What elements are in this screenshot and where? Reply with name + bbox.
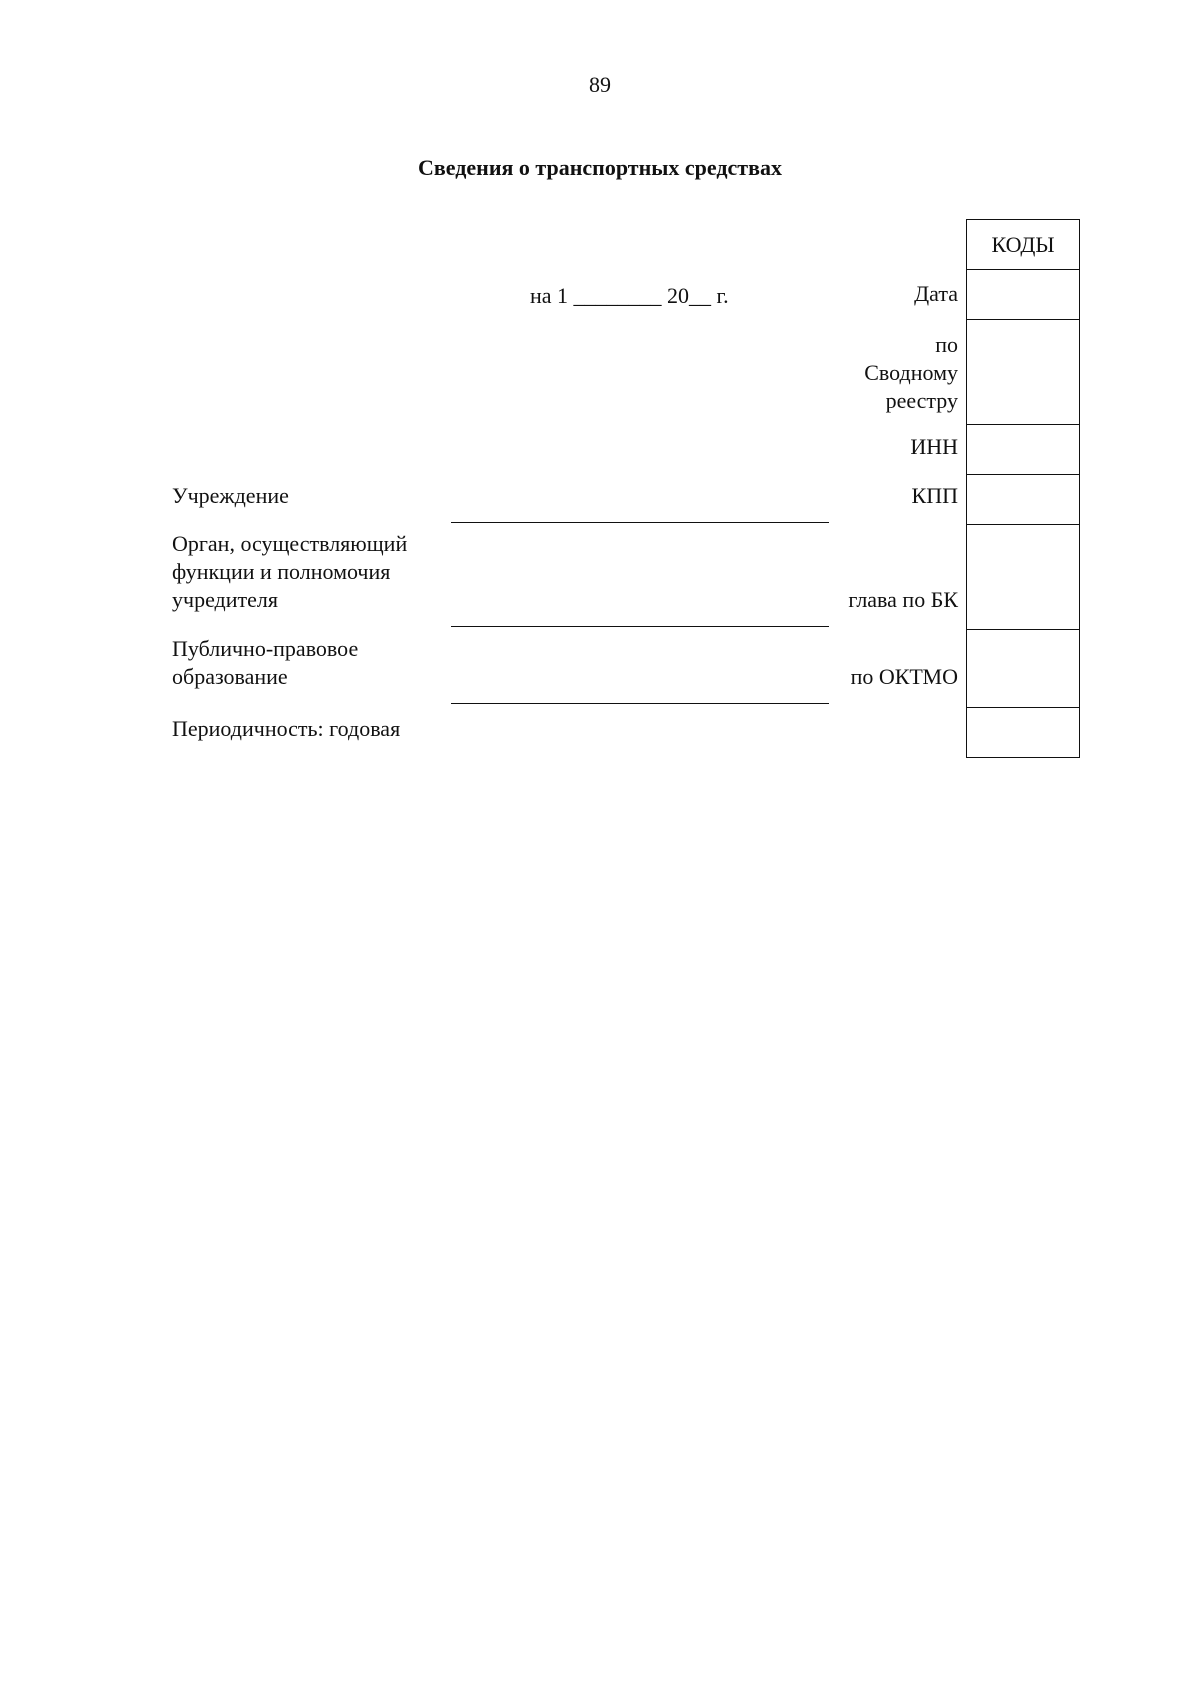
codes-header: КОДЫ [967, 220, 1080, 270]
field-label-institution: Учреждение [172, 483, 289, 508]
field-label-founder-line3: учредителя [172, 587, 278, 612]
code-label-glava: глава по БК [848, 587, 958, 612]
code-label-kpp: КПП [911, 483, 958, 508]
field-label-public-entity-line2: образование [172, 664, 288, 689]
code-cell-reestr[interactable] [967, 320, 1080, 425]
field-label-public-entity [172, 635, 358, 691]
code-label-date: Дата [914, 281, 958, 306]
code-cell-date[interactable] [967, 270, 1080, 320]
document-title: Сведения о транспортных средствах [418, 155, 782, 180]
code-label-oktmo: по ОКТМО [850, 664, 958, 689]
code-cell-glava[interactable] [967, 525, 1080, 630]
field-label-public-entity-line1: Публично-правовое [172, 636, 359, 661]
codes-table [966, 219, 1080, 758]
field-label-founder-line2: функции и полномочия [172, 559, 391, 584]
code-label-inn: ИНН [910, 434, 958, 459]
field-label-founder-line1: Орган, осуществляющий [172, 531, 408, 556]
code-label-reestr [864, 331, 958, 415]
institution-fill-line[interactable] [451, 522, 829, 523]
code-label-reestr-line3: реестру [885, 388, 958, 413]
report-date-line: на 1 ________ 20__ г. [530, 283, 729, 308]
public-entity-fill-line[interactable] [451, 703, 829, 704]
code-cell-oktmo[interactable] [967, 630, 1080, 708]
field-label-founder [172, 530, 407, 614]
code-cell-kpp[interactable] [967, 475, 1080, 525]
field-label-periodicity: Периодичность: годовая [172, 716, 401, 741]
founder-fill-line[interactable] [451, 626, 829, 627]
page-number: 89 [589, 72, 611, 97]
code-cell-inn[interactable] [967, 425, 1080, 475]
code-label-reestr-line1: по [935, 332, 958, 357]
code-label-reestr-line2: Сводному [864, 360, 958, 385]
code-cell-periodicity[interactable] [967, 708, 1080, 758]
